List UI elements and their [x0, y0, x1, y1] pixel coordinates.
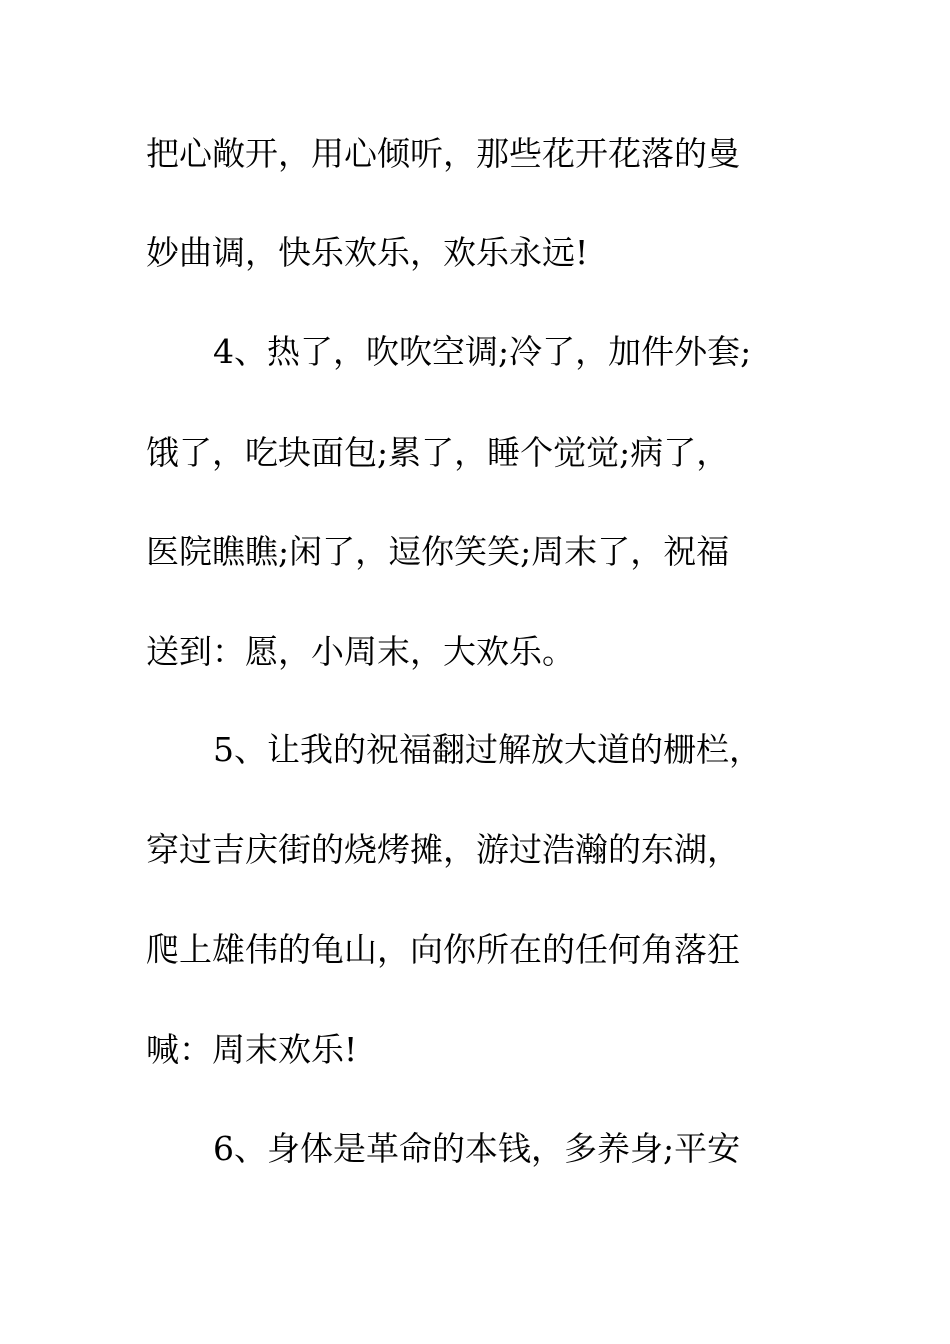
text-line-2: 妙曲调，快乐欢乐，欢乐永远! — [146, 233, 589, 272]
paragraph-4-line-2: 饿了，吃块面包;累了，睡个觉觉;病了， — [146, 433, 730, 472]
paragraph-5-line-1: 5、让我的祝福翻过解放大道的栅栏， — [213, 730, 762, 769]
paragraph-6-line-1: 6、身体是革命的本钱，多养身;平安 — [213, 1129, 741, 1168]
paragraph-5-line-2: 穿过吉庆街的烧烤摊，游过浩瀚的东湖， — [146, 830, 740, 869]
text-line-1: 把心敞开，用心倾听，那些花开花落的曼 — [146, 134, 740, 173]
paragraph-5-line-4: 喊：周末欢乐! — [146, 1030, 358, 1069]
paragraph-4-line-1: 4、热了，吹吹空调;冷了，加件外套; — [213, 332, 752, 371]
paragraph-4-line-4: 送到：愿，小周末，大欢乐。 — [146, 632, 575, 671]
paragraph-5-line-3: 爬上雄伟的龟山，向你所在的任何角落狂 — [146, 930, 740, 969]
paragraph-4-line-3: 医院瞧瞧;闲了，逗你笑笑;周末了，祝福 — [146, 532, 730, 571]
